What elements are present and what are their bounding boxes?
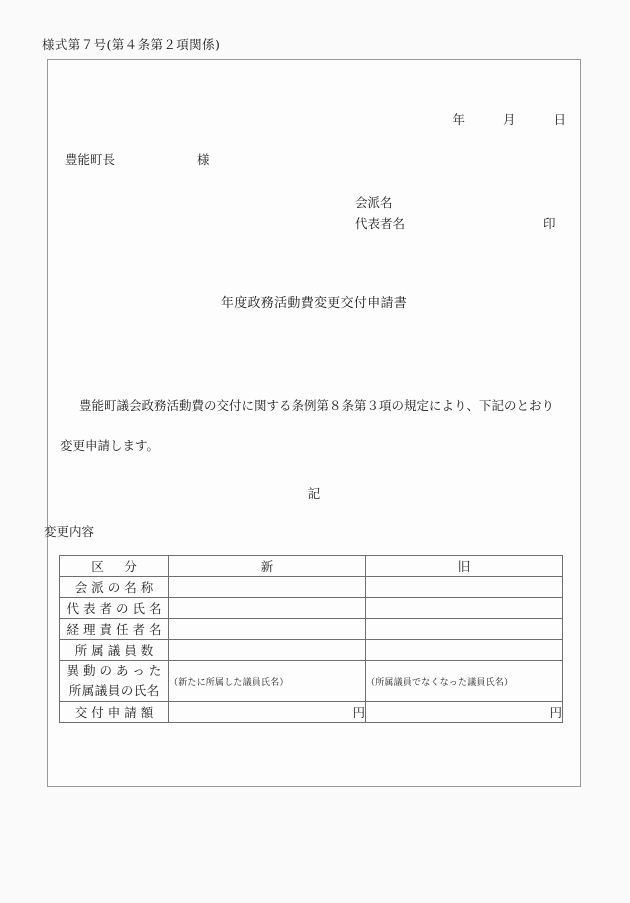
- addressee-honorific: 様: [197, 152, 210, 167]
- date-year-label: 年: [452, 112, 466, 127]
- cell-new-representative-name[interactable]: [169, 598, 366, 619]
- row-label-member-changes-line2: 所属議員の氏名: [68, 683, 160, 698]
- table-row: [60, 577, 563, 598]
- table-row: [60, 661, 563, 702]
- date-month-label: 月: [503, 112, 516, 127]
- form-sheet: [44, 59, 581, 787]
- header-old: 旧: [366, 556, 563, 577]
- header-new: 新: [169, 556, 366, 577]
- row-label-group-name: 会派の名称: [60, 577, 169, 598]
- row-label-member-changes: [60, 661, 169, 702]
- body-line-2: 変更申請します。: [60, 438, 160, 453]
- change-content-table: [59, 555, 563, 723]
- addressee-line: [65, 150, 210, 168]
- cell-new-accounting-manager[interactable]: [169, 619, 366, 640]
- representative-row: [355, 213, 555, 234]
- addressee-name: 豊能町長: [65, 152, 116, 167]
- cell-new-application-amount[interactable]: 円: [169, 702, 366, 723]
- representative-label: 代表者名: [355, 216, 406, 231]
- date-line: [453, 110, 566, 128]
- table-row: [60, 598, 563, 619]
- cell-new-group-name[interactable]: [169, 577, 366, 598]
- cell-old-application-amount[interactable]: 円: [366, 702, 563, 723]
- table-row: [60, 619, 563, 640]
- cell-old-member-changes[interactable]: （所属議員でなくなった議員氏名）: [366, 661, 563, 702]
- document-title: 年度政務活動費変更交付申請書: [220, 296, 408, 311]
- table-row: [60, 640, 563, 661]
- ki-mark: 記: [307, 486, 321, 501]
- cell-old-representative-name[interactable]: [366, 598, 563, 619]
- date-day-label: 日: [553, 112, 566, 127]
- row-label-member-changes-line1: 異動のあった: [66, 663, 166, 678]
- cell-new-member-count[interactable]: [169, 640, 366, 661]
- row-label-member-count: 所属議員数: [60, 640, 169, 661]
- header-category: 区 分: [60, 556, 169, 577]
- cell-old-member-count[interactable]: [366, 640, 563, 661]
- seal-mark: 印: [543, 216, 556, 231]
- row-label-representative-name: 代表者の氏名: [60, 598, 169, 619]
- row-label-application-amount: 交付申請額: [60, 702, 169, 723]
- table-row: [60, 702, 563, 723]
- group-name-label: 会派名: [355, 195, 393, 210]
- body-text: [60, 386, 572, 466]
- applicant-block: [355, 192, 555, 234]
- cell-old-accounting-manager[interactable]: [366, 619, 563, 640]
- table-header-row: [60, 556, 563, 577]
- body-line-1: 豊能町議会政務活動費の交付に関する条例第８条第３項の規定により、下記のとおり: [79, 398, 555, 413]
- row-label-accounting-manager: 経理責任者名: [60, 619, 169, 640]
- cell-old-group-name[interactable]: [366, 577, 563, 598]
- section-label-change-content: 変更内容: [44, 524, 95, 539]
- cell-new-member-changes[interactable]: （新たに所属した議員氏名）: [169, 661, 366, 702]
- form-number: 様式第７号(第４条第２項関係): [42, 37, 221, 52]
